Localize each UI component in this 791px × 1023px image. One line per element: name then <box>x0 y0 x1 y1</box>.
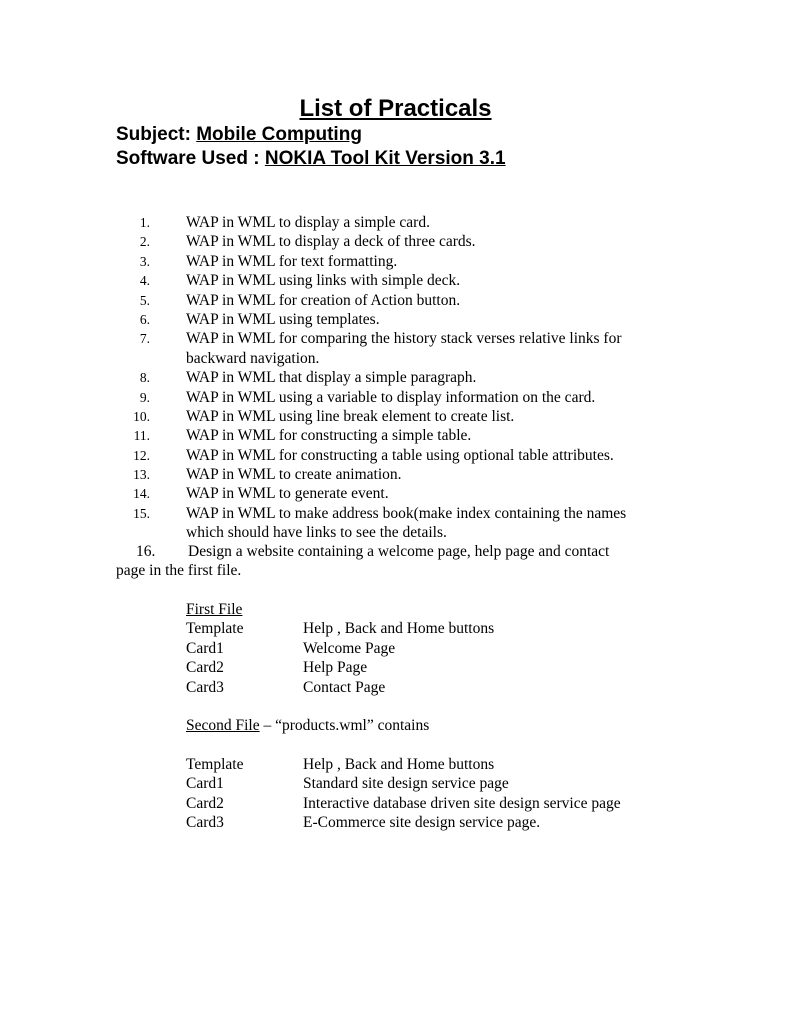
practical-number: 5. <box>139 292 150 308</box>
practical-text-continuation: backward navigation. <box>186 349 320 367</box>
practical-number: 3. <box>139 253 150 269</box>
practical-text: WAP in WML using line break element to create list. <box>186 407 515 425</box>
file-row <box>0 639 791 658</box>
file-row-desc: E-Commerce site design service page. <box>303 813 541 831</box>
practical-item <box>0 291 791 310</box>
second-file-heading: Second File <box>186 717 260 734</box>
practical-text: WAP in WML to display a deck of three cards. <box>186 233 476 251</box>
second-file-heading-rest: – “products.wml” contains <box>259 717 430 734</box>
file-row-name: Card3 <box>186 678 224 696</box>
file-row-desc: Help , Back and Home buttons <box>303 755 495 773</box>
practical-text: WAP in WML for constructing a simple table. <box>186 427 472 445</box>
file-row-name: Card1 <box>186 775 224 793</box>
practical-item-continuation <box>0 349 791 368</box>
practical-text: WAP in WML to create animation. <box>186 466 402 484</box>
practical-item <box>0 368 791 387</box>
practical-text: WAP in WML for creation of Action button. <box>186 291 461 309</box>
practical-text: WAP in WML for comparing the history stack verses relative links for <box>186 330 622 348</box>
software-line <box>116 147 506 171</box>
file-row <box>0 658 791 677</box>
file-row-name: Template <box>186 620 244 638</box>
practical-item <box>0 446 791 465</box>
file-row-desc: Help Page <box>303 659 368 677</box>
practical-text-continuation: which should have links to see the details. <box>186 524 447 542</box>
page-title: List of Practicals <box>299 95 492 122</box>
file-row-name: Card3 <box>186 813 224 831</box>
practical-item-16 <box>0 542 791 581</box>
practical-text: WAP in WML to display a simple card. <box>186 214 430 231</box>
practical-item-continuation <box>0 523 791 542</box>
practical-number: 13. <box>133 467 150 483</box>
file-row <box>0 678 791 697</box>
file-row-desc: Help , Back and Home buttons <box>303 620 495 638</box>
practical-text-continuation: page in the first file. <box>116 562 242 580</box>
practical-text: WAP in WML that display a simple paragraph. <box>186 369 477 387</box>
software-value: NOKIA Tool Kit Version 3.1 <box>264 148 506 169</box>
practical-text: WAP in WML using templates. <box>186 310 380 328</box>
practical-item <box>0 388 791 407</box>
practical-number: 7. <box>139 331 150 347</box>
file-row <box>0 813 791 832</box>
practicals-list <box>0 213 791 543</box>
first-file-heading: First File <box>186 601 243 618</box>
practical-number: 12. <box>133 447 150 463</box>
practical-number: 2. <box>139 234 150 250</box>
practical-number: 15. <box>133 505 150 521</box>
practical-item <box>0 407 791 426</box>
practical-text: WAP in WML to make address book(make index containing the names <box>186 504 627 522</box>
practical-number: 8. <box>139 370 150 386</box>
second-file-section <box>0 716 791 832</box>
file-row-name: Card2 <box>186 794 224 812</box>
practical-text: WAP in WML for text formatting. <box>186 252 398 270</box>
file-row-name: Card2 <box>186 659 224 677</box>
subject-label: Subject: <box>116 124 197 145</box>
file-row <box>0 794 791 813</box>
practical-text: WAP in WML for constructing a table using optional table attributes. <box>186 446 614 464</box>
practical-number: 6. <box>139 311 150 327</box>
practical-text: Design a website containing a welcome page, help page and contact <box>188 543 610 560</box>
practical-item <box>0 252 791 271</box>
practical-number: 10. <box>133 408 150 424</box>
practical-number: 11. <box>133 428 150 444</box>
practical-item <box>0 484 791 503</box>
practical-text: WAP in WML using a variable to display information on the card. <box>186 388 596 406</box>
file-row-desc: Contact Page <box>303 678 386 696</box>
file-row <box>0 619 791 638</box>
practical-number: 16. <box>136 543 156 560</box>
file-row <box>0 774 791 793</box>
practical-item <box>0 504 791 523</box>
subject-line <box>116 123 362 147</box>
file-row-desc: Interactive database driven site design service page <box>303 794 621 812</box>
practical-item <box>0 271 791 290</box>
software-label: Software Used : <box>116 148 265 169</box>
practical-item <box>0 426 791 445</box>
subject-value: Mobile Computing <box>196 124 362 145</box>
file-row <box>0 755 791 774</box>
file-row-desc: Welcome Page <box>303 639 396 657</box>
practical-number: 1. <box>139 215 150 230</box>
practical-item <box>0 329 791 348</box>
practical-number: 9. <box>139 389 150 405</box>
practical-number: 4. <box>139 273 150 289</box>
file-row-name: Card1 <box>186 639 224 657</box>
practical-item <box>0 232 791 251</box>
second-file-heading-line <box>186 716 429 735</box>
practical-text: WAP in WML using links with simple deck. <box>186 272 461 290</box>
practical-item <box>0 213 791 232</box>
practical-item <box>0 465 791 484</box>
practical-text: WAP in WML to generate event. <box>186 485 389 503</box>
practical-number: 14. <box>133 486 150 502</box>
practical-item <box>0 310 791 329</box>
file-row-desc: Standard site design service page <box>303 775 509 793</box>
file-row-name: Template <box>186 755 244 773</box>
first-file-section <box>0 600 791 697</box>
